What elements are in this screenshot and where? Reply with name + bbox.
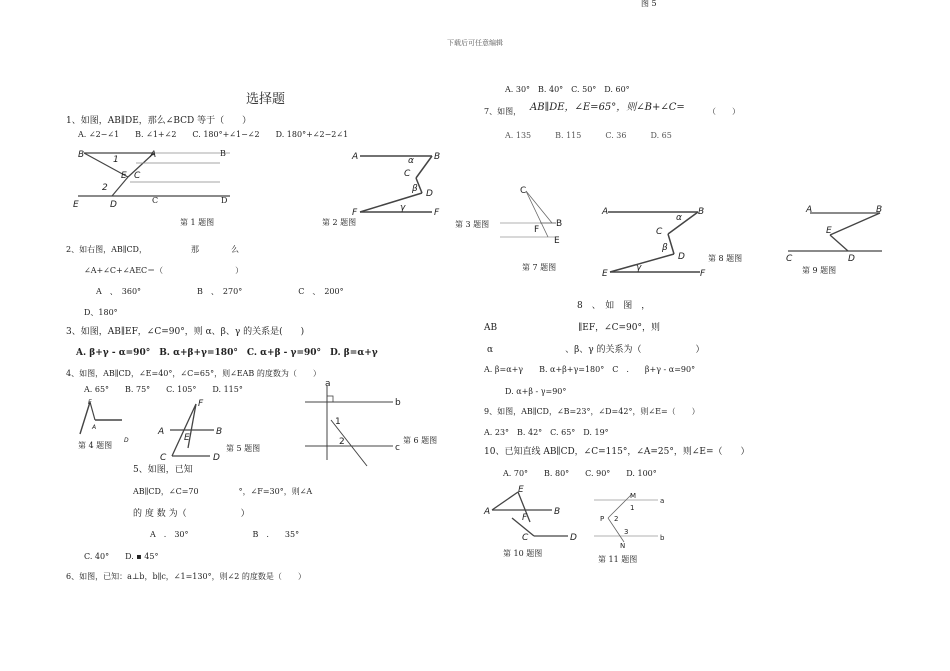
q8-line4: A. β=α+γ B. α+β+γ=180° C . β+γ - α=90° [484,365,696,374]
fig10-label-F: F [522,513,528,523]
figure-3 [500,185,570,245]
fig11-label-2: 2 [614,515,619,523]
q8-line5: D. α+β - γ=90° [505,387,567,396]
q3-options: A. β+γ - α=90° B. α+β+γ=180° C. α+β - γ=90° D. β=α+γ [76,348,378,358]
fig6-label-c: c [395,443,400,453]
q8-line2: AB ∥EF，∠C=90°，则 [484,323,661,333]
fig9-label-D: D [848,254,855,264]
q2-line3: A 、 360° B 、 270° C 、 200° [96,287,344,296]
fig8-label-D: D [678,252,685,262]
fig2-label-gamma: γ [400,203,406,213]
q9-stem: 9、如图，AB∥CD，∠B=23°，∠D=42°，则∠E=（ ） [484,407,700,416]
fig10-label-E: E [518,485,524,495]
fig6-caption: 第 6 题图 [403,436,438,445]
fig2-label-alpha: α [408,156,414,166]
fig8-label-C: C [656,227,663,237]
fig11-label-a: a [660,497,665,505]
fig10-label-C: C [522,533,529,543]
q6-stem: 6、如图，已知：a⊥b，b∥c，∠1=130°，则∠2 的度数是（ ） [66,572,306,581]
fig1-label-E2: E [73,200,79,210]
fig1-label-2: 2 [102,183,108,193]
q1-stem: 1、如图，AB∥DE，那么∠BCD 等于（ ） [66,116,252,126]
fig3-label-C: C [520,186,527,196]
fig1-caption: 第 1 题图 [180,218,215,227]
q2-line2: ∠A+∠C+∠AEC＝（ ） [84,266,244,275]
fig1-right-D: D [221,196,228,205]
figure-11 [594,490,674,548]
fig6-label-1: 1 [335,417,341,427]
q5-line4: A . 30° B . 35° [150,530,300,539]
q8-line1: 8 、 如 图 ， [577,301,651,311]
q7-stem-post: （ ） [708,107,740,116]
q1-options: A. ∠2−∠1 B. ∠1+∠2 C. 180°+∠1−∠2 D. 180°+∠2−2∠1 [78,130,349,139]
fig2-label-C: C [404,169,411,179]
figure-2 [350,148,450,218]
fig2-label-B: B [434,152,441,162]
fig11-label-N: N [620,542,626,550]
fig11-label-1: 1 [630,504,635,512]
fig11-label-3: 3 [624,528,629,536]
fig4-label-D: D [124,437,129,444]
fig5-label-B: B [216,427,223,437]
fig1-label-C: C [134,171,141,181]
fig2-label-D: D [426,189,433,199]
fig8-label-F: F [700,269,706,279]
fig1-label-D: D [110,200,117,210]
fig10-label-B: B [554,507,561,517]
fig8-label-B: B [698,207,705,217]
fig3-label-F: F [534,225,540,235]
fig6-label-b: b [395,398,401,408]
fig10-caption: 第 10 题图 [503,549,543,558]
q5-line5: C. 40° D. ▪ 45° [84,552,159,561]
fig1-label-E: E [121,171,127,181]
fig8-label-A: A [602,207,609,217]
figure-4 [76,398,136,444]
figure-9 [786,203,886,265]
fig3-caption: 第 3 题图 [455,220,490,229]
fig10-label-A: A [484,507,491,517]
fig8-label-alpha: α [676,213,682,223]
fig6-label-a: a [325,379,331,389]
figure-6 [305,380,405,470]
fig1-label-B: B [78,150,85,160]
q7-stem-pre: 7、如图， [484,107,522,116]
fig6-label-2: 2 [339,437,345,447]
q10-stem: 10、已知直线 AB∥CD，∠C=115°，∠A=25°，则∠E=（ ） [484,447,750,457]
fig2-label-A: A [352,152,359,162]
fig11-label-P: P [600,515,605,523]
q2-line1: 2、如右图，AB∥CD， 那 么 [66,245,239,254]
figure-8 [600,204,710,280]
fig4-caption: 第 4 题图 [78,441,113,450]
fig8-label-beta: β [662,243,668,253]
fig1-label-1: 1 [113,155,119,165]
fig1-right-C: C [152,196,159,205]
fig1-right-B: B [220,149,226,158]
fig11-label-b: b [660,534,665,542]
fig9-label-C: C [786,254,793,264]
fig4-label-A: A [92,424,97,431]
fig10-label-D: D [570,533,577,543]
section-title: 选择题 [246,92,286,107]
fig11-label-M: M [630,492,637,500]
fig5-caption: 第 5 题图 [226,444,261,453]
figure-10 [482,484,592,544]
q7-stem-math: AB∥DE，∠E=65°，则∠B+∠C= [530,102,685,113]
fig8-label-gamma: γ [636,263,642,273]
fig9-label-B: B [876,205,883,215]
fig3-label-B: B [556,219,563,229]
fig8-caption: 第 8 题图 [708,254,743,263]
q6-options: A. 30° B. 40° C. 50° D. 60° [505,85,630,94]
q8-line3: α 、β、γ 的关系为（ ） [487,345,705,355]
fig2-label-F: F [434,208,440,218]
fig2-caption: 第 2 题图 [322,218,357,227]
fig9-label-A: A [806,205,813,215]
fig5-label-C: C [160,453,167,463]
q5-line3: 的 度 数 为（ ） [133,509,250,519]
q3-stem: 3、如图，AB∥EF，∠C=90°，则 α、β、γ 的关系是( ) [66,327,305,337]
fig2-label-beta: β [412,184,418,194]
fig5-label-E: E [184,433,190,443]
q9-options: A. 23° B. 42° C. 65° D. 19° [484,428,609,437]
fig5-label-D: D [213,453,220,463]
fig9-label-E: E [826,226,832,236]
fig5-label-F: F [198,399,204,409]
header-note: 下载后可任意编辑 [447,39,503,47]
fig11-caption: 第 11 题图 [598,555,638,564]
top-figure-caption: 图 5 [641,0,657,8]
q4-options: A. 65° B. 75° C. 105° D. 115° [84,385,243,394]
fig4-label-E: E [88,399,92,406]
figure-5 [158,398,228,462]
q4-stem: 4、如图，AB∥CD，∠E=40°，∠C=65°，则∠EAB 的度数为（ ） [66,369,321,378]
fig2-label-E: F [352,208,358,218]
q7-options: A. 135 B. 115 C. 36 D. 65 [505,131,672,140]
fig8-label-E: E [602,269,608,279]
q5-line1: 5、如图，已知 [133,465,193,475]
q5-line2: AB∥CD，∠C=70 °，∠F=30°，则∠A [133,487,313,496]
fig5-label-A: A [158,427,165,437]
fig9-caption: 第 9 题图 [802,266,837,275]
fig3-label-E: E [554,236,560,246]
q2-line4: D、180° [84,308,118,317]
q10-options: A. 70° B. 80° C. 90° D. 100° [503,469,657,478]
fig1-label-A: A [150,150,157,160]
fig7-caption: 第 7 题图 [522,263,557,272]
